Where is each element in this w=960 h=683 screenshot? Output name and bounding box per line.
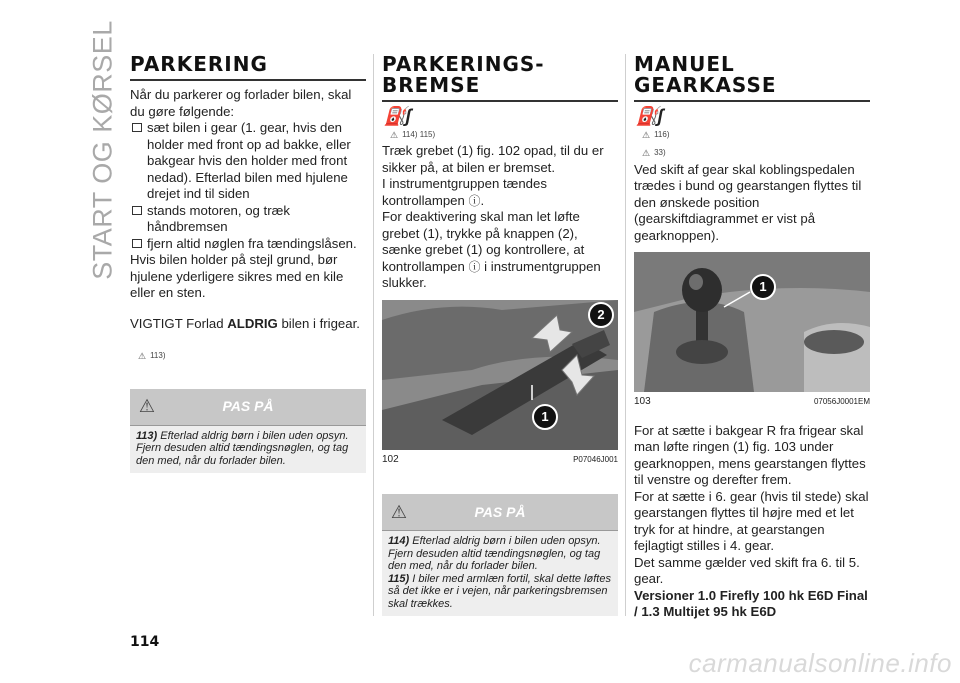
column-parkeringsbremse [382, 54, 618, 616]
warning-triangle-icon: ⚠ [642, 129, 651, 140]
list-item: fjern altid nøglen fra tændingslåsen. [130, 236, 366, 253]
paragraph: Træk grebet (1) fig. 102 opad, til du er sikker på, at bilen er bremset. [382, 143, 604, 175]
intro-text: Når du parkerer og forlader bilen, skal du gøre følgende: [130, 87, 352, 119]
page-number: 114 [130, 634, 160, 650]
note-reference: ⚠ 33) [642, 145, 870, 162]
warning-box-body: 113) Efterlad aldrig børn i bilen uden opsyn. Fjern desuden altid tændingsnøglen, og tag den med, når du forlader bilen. [130, 425, 366, 474]
figure-caption: 102 P07046J001 [382, 453, 618, 465]
column-manuel-gearkasse [634, 54, 870, 621]
brake-warning-lamp-icon: ⓘ [468, 193, 481, 208]
section-sidebar [86, 20, 120, 280]
paragraph: Det samme gælder ved skift fra 6. til 5. gear. [634, 554, 860, 586]
handbrake-illustration [382, 300, 618, 450]
column-divider [625, 54, 626, 616]
warning-box-header: ⚠ PAS PÅ [130, 389, 366, 425]
brake-warning-lamp-icon: ⓘ [468, 259, 481, 274]
watermark: carmanualsonline.info [688, 648, 952, 678]
list-item: stands motoren, og træk håndbremsen [130, 203, 366, 236]
paragraph: For at sætte i 6. gear (hvis til stede) skal gearstangen flyttes til højre med et let tryk for at hindre, at gearstangen fejlagtigt stilles i 4. gear. [634, 488, 869, 553]
figure-caption: 103 07056J0001EM [634, 396, 870, 407]
section-title: START OG KØRSEL [87, 20, 118, 280]
vigtigt-note: VIGTIGT Forlad ALDRIG bilen i frigear. [130, 315, 360, 331]
checkbox-bullet-icon [132, 123, 142, 132]
list-item: sæt bilen i gear (1. gear, hvis den holder med front op ad bakke, eller bakgear hvis den holder med front nedad). Efterlad bilen med hjulene drejet ind til siden [130, 120, 366, 203]
figure-handbrake [382, 300, 618, 450]
paragraph: For deaktivering skal man let løfte grebet (1), trykke på knappen (2), sænke grebet (1) og kontrollere, at kontrollampen ⓘ i instrumentgruppen slukker. [382, 209, 601, 290]
paragraph: I instrumentgruppen tændes kontrollampen ⓘ. [382, 176, 547, 208]
checkbox-bullet-icon [132, 206, 142, 215]
column-divider [373, 54, 374, 616]
callout-1: 1 [532, 404, 558, 430]
note-reference: ⚠ 116) [642, 127, 870, 144]
warning-triangle-icon: ⚠ [390, 129, 399, 140]
heading-manuel-gearkasse: MANUEL GEARKASSE [634, 54, 870, 102]
heading-parkering: PARKERING [130, 54, 366, 81]
column-parkering [130, 54, 366, 473]
callout-1: 1 [750, 274, 776, 300]
paragraph: Hvis bilen holder på stejl grund, bør hjulene yderligere sikres med en kile eller en sten. [130, 252, 344, 300]
warning-triangle-icon: ⚠ [390, 501, 408, 522]
gearstick-illustration [634, 252, 870, 392]
callout-2: 2 [588, 302, 614, 328]
note-reference: ⚠ 113) [138, 348, 366, 365]
warning-triangle-icon: ⚠ [138, 396, 156, 417]
warning-triangle-icon: ⚠ [138, 351, 147, 361]
warning-triangle-icon: ⚠ [642, 148, 651, 158]
paragraph: For at sætte i bakgear R fra frigear skal man løfte ringen (1) fig. 103 under gearknoppen, mens gearstangen flyttes til venstre og derefter frem. [634, 422, 866, 487]
oil-can-icon: ⛽ʃ [384, 106, 411, 126]
subheading-versions: Versioner 1.0 Firefly 100 hk E6D Final / 1.3 Multijet 95 hk E6D [634, 587, 868, 619]
checkbox-bullet-icon [132, 239, 142, 248]
oil-can-icon: ⛽ʃ [636, 106, 663, 126]
note-reference: ⚠ 114) 115) [390, 127, 618, 144]
warning-box-header: ⚠ PAS PÅ [382, 494, 618, 530]
heading-parkeringsbremse: PARKERINGS- BREMSE [382, 54, 618, 102]
figure-gearstick [634, 252, 870, 392]
warning-box-body: 114) Efterlad aldrig børn i bilen uden opsyn. Fjern desuden altid tændingsnøglen, og tag den med, når du forlader bilen. 115) I biler med armlæn fortil, skal dette løftes så det ikke er i vejen, når parkeringsbremsen skal trækkes. [382, 530, 618, 616]
paragraph: Ved skift af gear skal koblingspedalen trædes i bund og gearstangen flyttes til den ønskede position (gearskiftdiagrammet er vist på gearknoppen). [634, 161, 862, 243]
